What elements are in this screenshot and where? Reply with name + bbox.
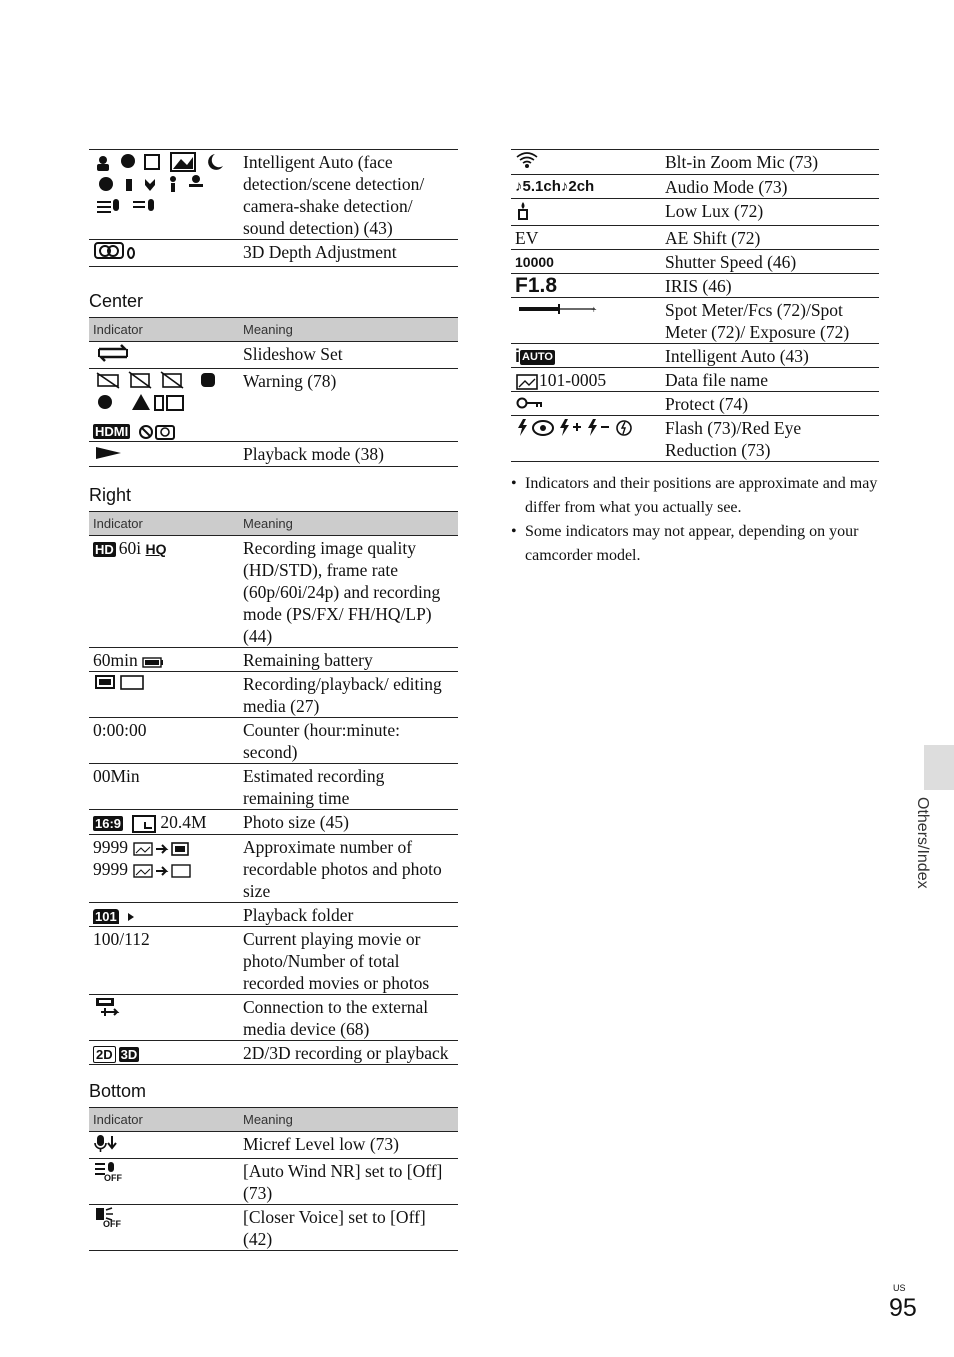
aspect-16-9-icon: 16:9 [95, 816, 122, 832]
meaning-cell: Approximate number of recordable photos and photo size [243, 836, 442, 901]
table-row [511, 199, 879, 226]
meaning-cell: Current playing movie or photo/Number of total recorded movies or photos [243, 928, 430, 993]
meaning-cell: Blt-in Zoom Mic (73) [665, 152, 819, 172]
right-indicator-table [89, 511, 458, 1065]
remaining-time-cell: 00Min [93, 766, 140, 786]
photo-size-value: 20.4M [160, 812, 207, 832]
meaning-cell: Audio Mode (73) [665, 177, 788, 197]
iris-cell: F1.8 [515, 274, 558, 297]
table-row [89, 834, 458, 902]
table-row [89, 648, 458, 672]
i-letter-icon: i [515, 346, 521, 366]
table-row [511, 150, 879, 175]
intelligent-auto-cell [511, 344, 661, 368]
header-meaning: Meaning [243, 1111, 293, 1127]
table-row [89, 672, 458, 718]
table-row [511, 392, 879, 416]
table-row [511, 274, 879, 298]
page-number: 95 [889, 1294, 917, 1322]
frame-rate: 60i [118, 538, 142, 558]
meaning-cell: Slideshow Set [243, 344, 343, 364]
hdmi-icon: HDMI [95, 424, 129, 440]
zoom-mic-cell [511, 150, 661, 175]
exposure-bar-icon [515, 302, 599, 316]
low-lux-cell [511, 199, 661, 226]
battery-icon [142, 656, 164, 668]
meaning-cell: 2D/3D recording or playback [243, 1042, 449, 1063]
photo-count-cell [89, 834, 239, 902]
table-row [511, 416, 879, 462]
data-file-cell [511, 368, 661, 392]
table-header [89, 1107, 458, 1131]
table-row [89, 1040, 458, 1064]
slideshow-cell [89, 342, 239, 369]
table-row [89, 1204, 458, 1250]
side-section-label: Others/Index [914, 797, 931, 889]
usb-connection-icon [93, 996, 129, 1018]
table-row [89, 810, 458, 835]
wind-nr-cell [89, 1158, 239, 1204]
counter-cell: 0:00:00 [93, 720, 147, 740]
section-title-bottom: Bottom [89, 1080, 147, 1101]
table-row [511, 368, 879, 392]
table-row [511, 226, 879, 250]
svg-text:+: + [591, 305, 597, 316]
2d-3d-cell [89, 1040, 239, 1064]
closer-voice-off-icon [93, 1206, 127, 1228]
scene-detection-icons [93, 151, 233, 217]
note-item: • Indicators and their positions are approximate and may differ from what you actually see. [511, 472, 879, 520]
warning-cell [89, 369, 239, 442]
table-row [511, 298, 879, 344]
photo-icon [515, 373, 539, 391]
center-indicator-table [89, 317, 458, 467]
meaning-cell: Photo size (45) [243, 812, 349, 832]
key-icon [515, 396, 545, 410]
meaning-cell: Shutter Speed (46) [665, 252, 797, 272]
playing-count-cell: 100/112 [93, 928, 150, 949]
table-row [89, 536, 458, 648]
media-cell [89, 672, 239, 718]
warning-icons [93, 370, 231, 414]
table-row [89, 240, 458, 267]
flash-icons [515, 417, 635, 439]
arrow-right-icon [126, 911, 136, 923]
spot-meter-cell [511, 298, 661, 344]
header-indicator: Indicator [93, 516, 143, 531]
battery-cell [89, 648, 239, 672]
right-column [511, 149, 879, 568]
meaning-cell: [Auto Wind NR] set to [Off] (73) [243, 1160, 443, 1203]
header-meaning: Meaning [243, 322, 293, 337]
slideshow-icon [93, 343, 133, 363]
meaning-cell: Counter (hour:minute: second) [243, 720, 400, 762]
photo-to-card-icon [132, 863, 192, 879]
table-row [89, 1131, 458, 1158]
meaning-cell: Spot Meter/Fcs (72)/Spot Meter (72)/ Exposure (72) [665, 300, 850, 342]
meaning-cell: Estimated recording remaining time [243, 766, 385, 808]
meaning-cell: [Closer Voice] set to [Off] (42) [243, 1206, 426, 1249]
playback-mode-cell [89, 442, 239, 467]
micref-cell [89, 1131, 239, 1158]
table-row [89, 994, 458, 1040]
image-size-icon [130, 814, 160, 834]
photo-to-internal-icon [132, 841, 192, 857]
closer-voice-cell [89, 1204, 239, 1250]
flash-cell [511, 416, 661, 462]
quality-cell [89, 536, 239, 648]
top-indicator-table [89, 149, 458, 267]
folder-icon: 101 [95, 909, 117, 925]
photo-size-cell [89, 810, 239, 835]
3d-icon: 3D [120, 1047, 138, 1063]
left-column [89, 149, 458, 1251]
meaning-cell: Data file name [665, 370, 769, 390]
battery-time: 60min [93, 650, 138, 670]
meaning-cell: Remaining battery [243, 650, 373, 670]
section-tab [924, 745, 954, 790]
meaning-cell: 3D Depth Adjustment [243, 242, 397, 262]
hd-icon: HD [95, 542, 114, 558]
meaning-cell: Low Lux (72) [665, 201, 764, 221]
table-row [89, 1158, 458, 1204]
external-media-cell [89, 994, 239, 1040]
svg-text:OFF: OFF [103, 1218, 121, 1228]
media-icons [93, 673, 149, 691]
table-row [89, 150, 458, 240]
header-meaning: Meaning [243, 516, 293, 531]
shutter-speed-cell: 10000 [515, 254, 554, 270]
ae-shift-cell: EV [515, 228, 539, 248]
table-row [511, 250, 879, 274]
table-row [89, 442, 458, 467]
prohibited-icons [138, 423, 178, 441]
auto-icon: AUTO [522, 351, 553, 364]
table-row [89, 342, 458, 369]
low-lux-icon [515, 200, 531, 220]
note-item: • Some indicators may not appear, depending on your camcorder model. [511, 520, 879, 568]
notes-list [511, 472, 879, 568]
section-title-center: Center [89, 291, 144, 311]
meaning-cell: Playback mode (38) [243, 444, 384, 464]
right-indicator-table-2 [511, 149, 879, 462]
header-indicator: Indicator [93, 322, 143, 337]
meaning-cell: Protect (74) [665, 394, 749, 414]
page-region: US [893, 1283, 906, 1293]
meaning-cell: Connection to the external media device (68) [243, 996, 429, 1039]
playback-folder-cell [89, 902, 239, 926]
audio-mode-cell: ♪5.1ch♪2ch [515, 178, 595, 195]
photo-count-1: 9999 [93, 836, 128, 857]
table-row [511, 175, 879, 199]
meaning-cell: IRIS (46) [665, 276, 732, 296]
meaning-cell: Flash (73)/Red Eye Reduction (73) [665, 418, 802, 460]
mic-level-low-icon [93, 1133, 119, 1153]
section-title-right: Right [89, 485, 132, 505]
meaning-cell: Micref Level low (73) [243, 1133, 399, 1154]
play-icon [93, 443, 123, 461]
meaning-cell: Recording image quality (HD/STD), frame rate (60p/60i/24p) and recording mode (PS/FX/ FH/HQ/LP) (44) [243, 538, 441, 646]
meaning-cell: Warning (78) [243, 371, 337, 391]
meaning-cell: Recording/playback/ editing media (27) [243, 674, 442, 716]
intelligent-auto-icons [89, 150, 239, 240]
table-row [511, 344, 879, 368]
3d-depth-icon [93, 241, 137, 261]
header-indicator: Indicator [93, 1111, 143, 1127]
hq-icon: HQ [145, 541, 167, 557]
meaning-cell: Intelligent Auto (43) [665, 346, 809, 366]
meaning-cell: AE Shift (72) [665, 228, 761, 248]
wind-nr-off-icon [93, 1160, 127, 1182]
depth-adjust-cell [89, 240, 239, 267]
svg-text:OFF: OFF [104, 1172, 122, 1182]
zoom-mic-icon [515, 151, 539, 169]
table-row [89, 926, 458, 994]
table-row [89, 369, 458, 442]
table-row [89, 718, 458, 764]
bottom-indicator-table [89, 1107, 458, 1251]
meaning-cell: Playback folder [243, 904, 354, 925]
file-number: 101-0005 [539, 370, 607, 390]
table-header [89, 318, 458, 342]
protect-cell [511, 392, 661, 416]
2d-icon: 2D [93, 1046, 116, 1063]
table-row [89, 902, 458, 926]
table-row [89, 764, 458, 810]
meaning-cell: Intelligent Auto (face detection/scene detection/ camera-shake detection/ sound detection) (43) [243, 152, 425, 238]
table-header [89, 512, 458, 536]
photo-count-2: 9999 [93, 858, 128, 879]
